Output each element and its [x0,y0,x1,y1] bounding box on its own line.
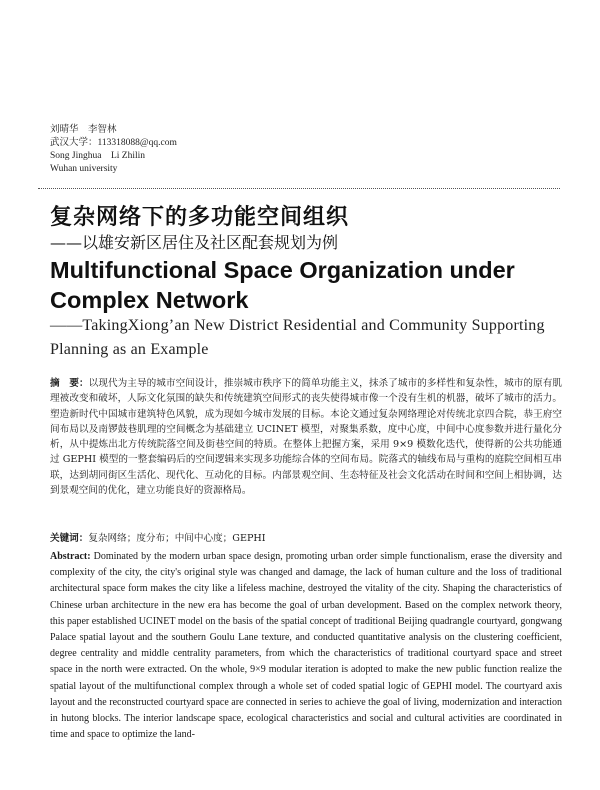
abstract-english-label: Abstract: [50,551,91,562]
author-affiliation-en: Wuhan university [50,164,118,174]
keywords-chinese [50,532,562,546]
title-english: Multifunctional Space Organization under Complex Network [50,257,515,313]
author-block [50,124,350,176]
abstract-english [50,549,562,743]
abstract-chinese-text: 以现代为主导的城市空间设计，推崇城市秩序下的简单功能主义，抹杀了城市的多样性和复杂性，城市的原有肌理被改变和破坏，人际文化氛围的缺失和传统建筑空间形式的丧失使得城市像一个没有生机的机器，破坏了城市的活力。塑造新时代中国城市建筑特色风貌，成为现如今城市发展的目标。本论文通过复杂网络理论对传统北京四合院，恭王府空间布局以及南锣鼓巷肌理的空间概念为基础建立 UCINET 模型，对聚集系数，度中心度，中间中心度参数并进行量化分析，从中提炼出北方传统院落空间及街巷空间的特质。在整体上把握方案，采用 9×9 模数化迭代，使得新的公共功能通过 GEPHI 模型的一整套编码后的空间逻辑来实现多功能综合体的空间布局。院落式的轴线布局与重构的庭院空间相互串联，达到胡同街区生活化、现代化、互动化的目标。内部景观空间、生态特征及社会文化活动在时间和空间上相协调，达到景观空间的优化，建立功能良好的资源格局。 [50,378,563,497]
abstract-chinese-label: 摘 要： [50,378,89,389]
keywords-text: 复杂网络；度分布；中间中心度；GEPHI [88,533,266,544]
abstract-chinese [50,376,562,498]
keywords-label: 关键词： [50,533,89,544]
author-names-en: Song Jinghua Li Zhilin [50,151,146,161]
author-names-cn: 刘晴华 李智林 [50,125,117,135]
subtitle-english: ——TakingXiong’an New District Residential and Community Supporting Planning as an Example [50,317,545,358]
title-chinese: 复杂网络下的多功能空间组织 [50,205,350,230]
abstract-english-text: Dominated by the modern urban space design, promoting urban order simple functionalism, erase the diversity and complexity of the city, the city's original style was changed and damage, the lack of human culture and the loss of traditional architectural space form makes the city like a lifeless machine, destroyed the vitality of the city. Shaping the characteristics of Chinese urban architecture in the new era has become the goal of urban development. Based on the complex network theory, this paper established UCINET model on the basis of the spatial concept of traditional Beijing quadrangle courtyard, gongwang Palace spatial layout and the southern Goulu Lane texture, and conducted quantitative analysis on the clustering coefficient, degree centrality and middle centrality parameters, from which the characteristics of traditional courtyard space and street space in the north were extracted. On the whole, 9×9 modular iteration is adopted to make the new public function realize the spatial layout of the multifunctional complex through a whole set of coded spatial logic of GEPHI model. The courtyard axis layout and the reconstructed courtyard space are connected in series to achieve the goal of living, modernization and interaction in hutong blocks. The interior landscape space, ecological characteristics and social and cultural activities are coordinated in time and space to optimize the land- [50,551,563,741]
author-affiliation-email: 武汉大学：113318088@qq.com [50,138,177,148]
header-divider [38,188,560,189]
subtitle-chinese: ——以雄安新区居住及社区配套规划为例 [50,233,339,252]
